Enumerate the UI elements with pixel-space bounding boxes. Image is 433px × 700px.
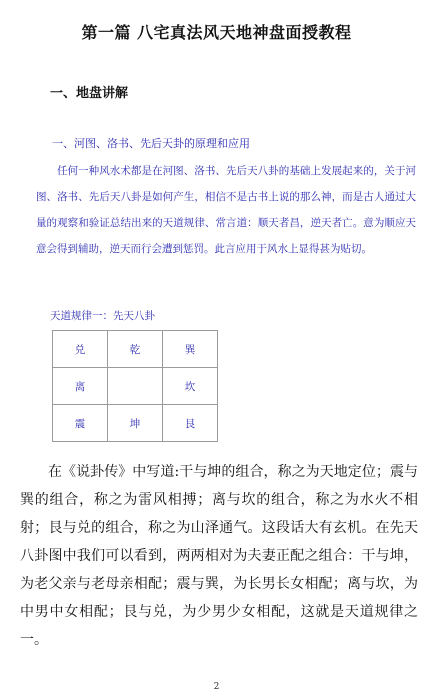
table-caption: 天道规律一：先天八卦 (50, 310, 155, 322)
table-row (53, 368, 218, 405)
page-title: 第一篇 八宅真法风天地神盘面授教程 (81, 23, 352, 42)
body-paragraph: 在《说卦传》中写道:干与坤的组合，称之为天地定位；震与巽的组合，称之为雷风相搏；离与坎的组合，称之为水火不相射；艮与兑的组合，称之为山泽通气。这段话大有玄机。在先天八卦图中我们可以看到，两两相对为夫妻正配之组合：干与坤，为老父亲与老母亲相配；震与巽，为长男长女相配；离与坎，为中男中女相配；艮与兑，为少男少女相配，这就是天道规律之一。 (20, 464, 418, 648)
table-cell (108, 368, 163, 405)
table-cell: 艮 (163, 405, 218, 442)
table-row (53, 405, 218, 442)
section-heading: 一、地盘讲解 (50, 86, 129, 101)
table-cell: 坎 (163, 368, 218, 405)
table-cell: 乾 (108, 331, 163, 368)
table-row (53, 331, 218, 368)
page-number: 2 (213, 682, 220, 692)
table-cell: 兑 (53, 331, 108, 368)
table-cell: 坤 (108, 405, 163, 442)
subsection-heading: 一、河图、洛书、先后天卦的原理和应用 (52, 137, 250, 150)
table-cell: 离 (53, 368, 108, 405)
intro-paragraph: 任何一种风水术都是在河图、洛书、先后天八卦的基础上发展起来的，关于河图、洛书、先后天八卦是如何产生，相信不是古书上说的那么神，而是古人通过大量的观察和验证总结出来的天道规律、常言道：顺天者昌，逆天者亡。意为顺应天意会得到辅助，逆天而行会遭到惩罚。此言应用于风水上显得甚为贴切。 (36, 165, 416, 255)
bagua-table (52, 330, 218, 442)
table-cell: 震 (53, 405, 108, 442)
table-cell: 巽 (163, 331, 218, 368)
